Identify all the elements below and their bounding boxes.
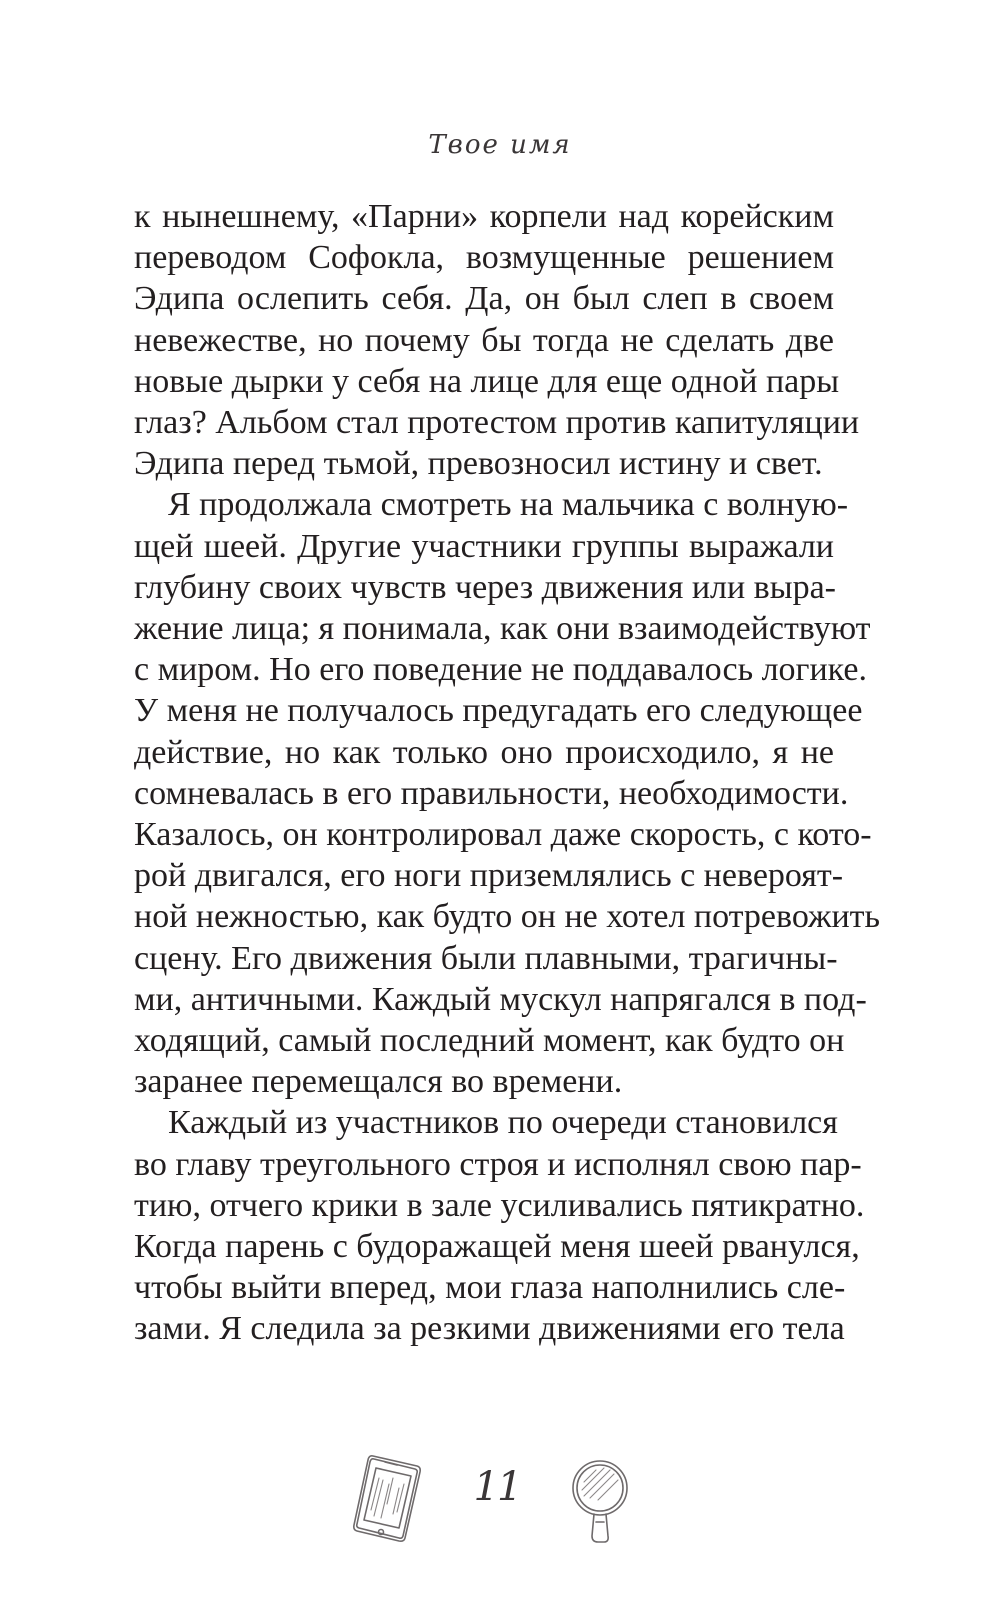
text-line: сцену. Его движения были плавными, трагичны- (134, 939, 838, 977)
text-line: ходящий, самый последний момент, как будто он (134, 1022, 845, 1060)
paragraph-3 (134, 1102, 865, 1349)
text-line: У меня не получалось предугадать его следующее (134, 692, 863, 730)
running-title: Твое имя (428, 130, 572, 160)
magnifier-icon (560, 1452, 640, 1552)
phone-icon (349, 1448, 429, 1548)
text-line: Когда парень с будоражащей меня шеей рванулся, (134, 1228, 860, 1266)
page-footer (0, 1444, 1000, 1554)
text-line: тию, отчего крики в зале усиливались пятикратно. (134, 1186, 865, 1224)
text-line: действие, но как только оно происходило, я не (134, 733, 834, 771)
text-line: Эдипа перед тьмой, превозносил истину и свет. (134, 445, 823, 483)
text-line: Каждый из участников по очереди становился (168, 1104, 838, 1142)
text-line: щей шеей. Другие участники группы выражали (134, 527, 834, 565)
text-line: жение лица; я понимала, как они взаимодействуют (134, 610, 871, 648)
paragraph-1 (134, 196, 860, 484)
text-line: Я продолжала смотреть на мальчика с волную- (168, 486, 849, 524)
text-line: сомневалась в его правильности, необходимости. (134, 774, 849, 812)
paragraph-2 (134, 484, 881, 1102)
text-line: чтобы выйти вперед, мои глаза наполнились сле- (134, 1269, 846, 1307)
text-line: рой двигался, его ноги приземлялись с невероят- (134, 857, 844, 895)
text-line: глубину своих чувств через движения или выра- (134, 568, 836, 606)
text-line: переводом Софокла, возмущенные решением (134, 239, 834, 277)
text-line: глаз? Альбом стал протестом против капитуляции (134, 404, 860, 442)
page-number: 11 (473, 1464, 521, 1510)
text-line: зами. Я следила за резкими движениями его тела (134, 1310, 845, 1348)
text-line: с миром. Но его поведение не поддавалось логике. (134, 651, 867, 689)
text-line: заранее перемещался во времени. (134, 1063, 623, 1101)
text-line: Казалось, он контролировал даже скорость, с кото- (134, 816, 872, 854)
page-body (134, 196, 881, 1350)
text-line: к нынешнему, «Парни» корпели над корейским (134, 198, 834, 235)
text-line: новые дырки у себя на лице для еще одной пары (134, 362, 840, 400)
text-line: Эдипа ослепить себя. Да, он был слеп в своем (134, 280, 834, 318)
text-line: ми, античными. Каждый мускул напрягался в под- (134, 980, 867, 1018)
text-line: ной нежностью, как будто он не хотел потревожить (134, 898, 881, 936)
text-line: во главу треугольного строя и исполнял свою пар- (134, 1145, 862, 1183)
text-line: невежестве, но почему бы тогда не сделать две (134, 321, 834, 359)
